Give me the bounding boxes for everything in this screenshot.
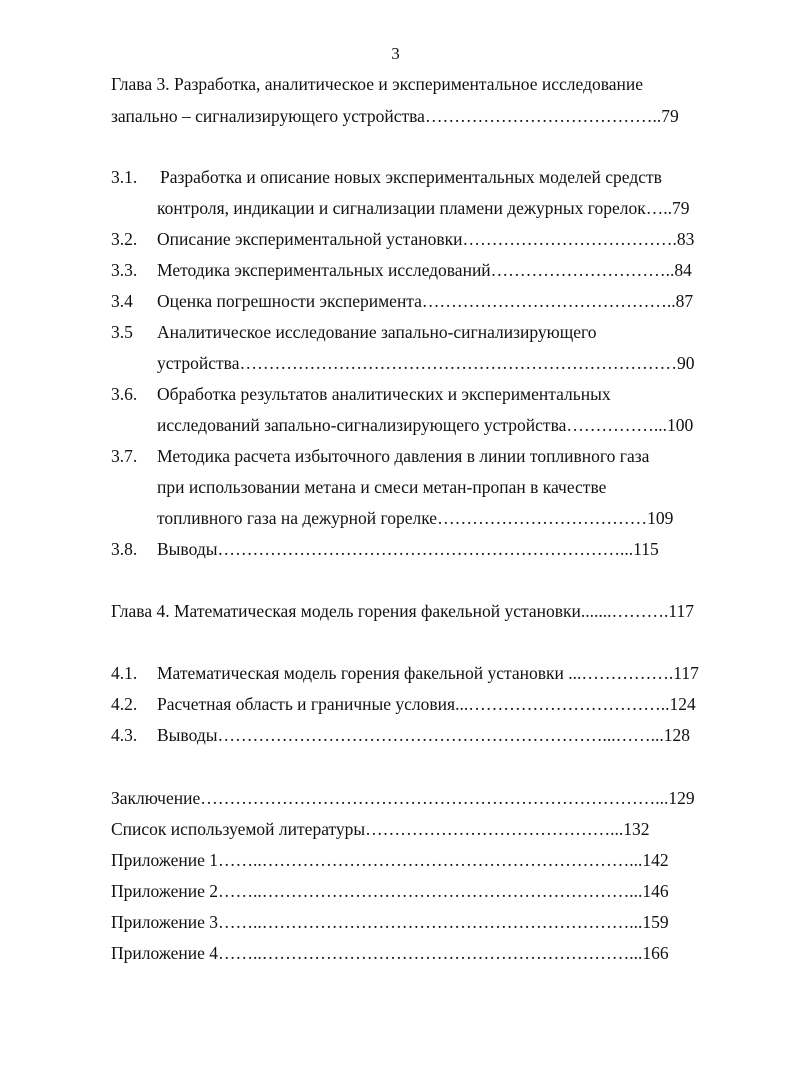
toc-entry-conclusion: Заключение……………………………………………………………………...129 bbox=[111, 788, 695, 808]
page-number: 3 bbox=[391, 44, 400, 63]
toc-number-4-1: 4.1. bbox=[111, 663, 138, 683]
toc-entry-4-2: Расчетная область и граничные условия...……………………………..124 bbox=[157, 694, 696, 714]
toc-number-3-3: 3.3. bbox=[111, 260, 138, 280]
toc-entry-appendix-3: Приложение 3……..………………………………………………………...159 bbox=[111, 912, 669, 932]
toc-entry-appendix-4: Приложение 4……..………………………………………………………...166 bbox=[111, 943, 669, 963]
toc-entry-3-5-line-2: устройства…………………………………………………………………90 bbox=[157, 353, 695, 373]
toc-entry-3-4: Оценка погрешности эксперимента……………………………………..87 bbox=[157, 291, 694, 311]
toc-entry-3-6-line-2: исследований запально-сигнализирующего устройства……………...100 bbox=[157, 415, 694, 435]
toc-number-3-7: 3.7. bbox=[111, 446, 138, 466]
toc-number-3-1: 3.1. bbox=[111, 167, 138, 187]
chapter-3-title-line-1: Глава 3. Разработка, аналитическое и экспериментальное исследование bbox=[111, 74, 644, 94]
toc-number-3-8: 3.8. bbox=[111, 539, 138, 559]
toc-entry-4-3: Выводы…………………………………………………………...……...128 bbox=[157, 725, 690, 745]
toc-entry-3-2: Описание экспериментальной установки……………………………….83 bbox=[157, 229, 695, 249]
toc-number-3-2: 3.2. bbox=[111, 229, 138, 249]
toc-entry-3-7-line-2: при использовании метана и смеси метан-пропан в качестве bbox=[157, 477, 607, 497]
toc-entry-3-3: Методика экспериментальных исследований…………………………..84 bbox=[157, 260, 692, 280]
toc-number-4-3: 4.3. bbox=[111, 725, 138, 745]
toc-entry-appendix-2: Приложение 2……..………………………………………………………...146 bbox=[111, 881, 669, 901]
toc-entry-3-7-line-1: Методика расчета избыточного давления в линии топливного газа bbox=[157, 446, 650, 466]
toc-entry-3-6-line-1: Обработка результатов аналитических и экспериментальных bbox=[157, 384, 611, 404]
toc-entry-3-1-line-2: контроля, индикации и сигнализации пламени дежурных горелок…..79 bbox=[157, 198, 690, 218]
toc-entry-3-8: Выводы……………………………………………………………...115 bbox=[157, 539, 659, 559]
toc-number-3-6: 3.6. bbox=[111, 384, 138, 404]
toc-entry-appendix-1: Приложение 1……..………………………………………………………...142 bbox=[111, 850, 669, 870]
toc-entry-references: Список используемой литературы……………………………………...132 bbox=[111, 819, 650, 839]
toc-entry-4-1: Математическая модель горения факельной установки ...…………….117 bbox=[157, 663, 699, 683]
toc-number-3-5: 3.5 bbox=[111, 322, 133, 342]
toc-number-4-2: 4.2. bbox=[111, 694, 138, 714]
toc-number-3-4: 3.4 bbox=[111, 291, 133, 311]
toc-entry-3-7-line-3: топливного газа на дежурной горелке………………………………109 bbox=[157, 508, 674, 528]
toc-entry-3-1-line-1: Разработка и описание новых экспериментальных моделей средств bbox=[160, 167, 662, 187]
chapter-3-title-line-2: запально – сигнализирующего устройства…………………………………..79 bbox=[111, 106, 679, 126]
toc-entry-3-5-line-1: Аналитическое исследование запально-сигнализирующего bbox=[157, 322, 597, 342]
chapter-4-title: Глава 4. Математическая модель горения факельной установки.......……….117 bbox=[111, 601, 694, 621]
